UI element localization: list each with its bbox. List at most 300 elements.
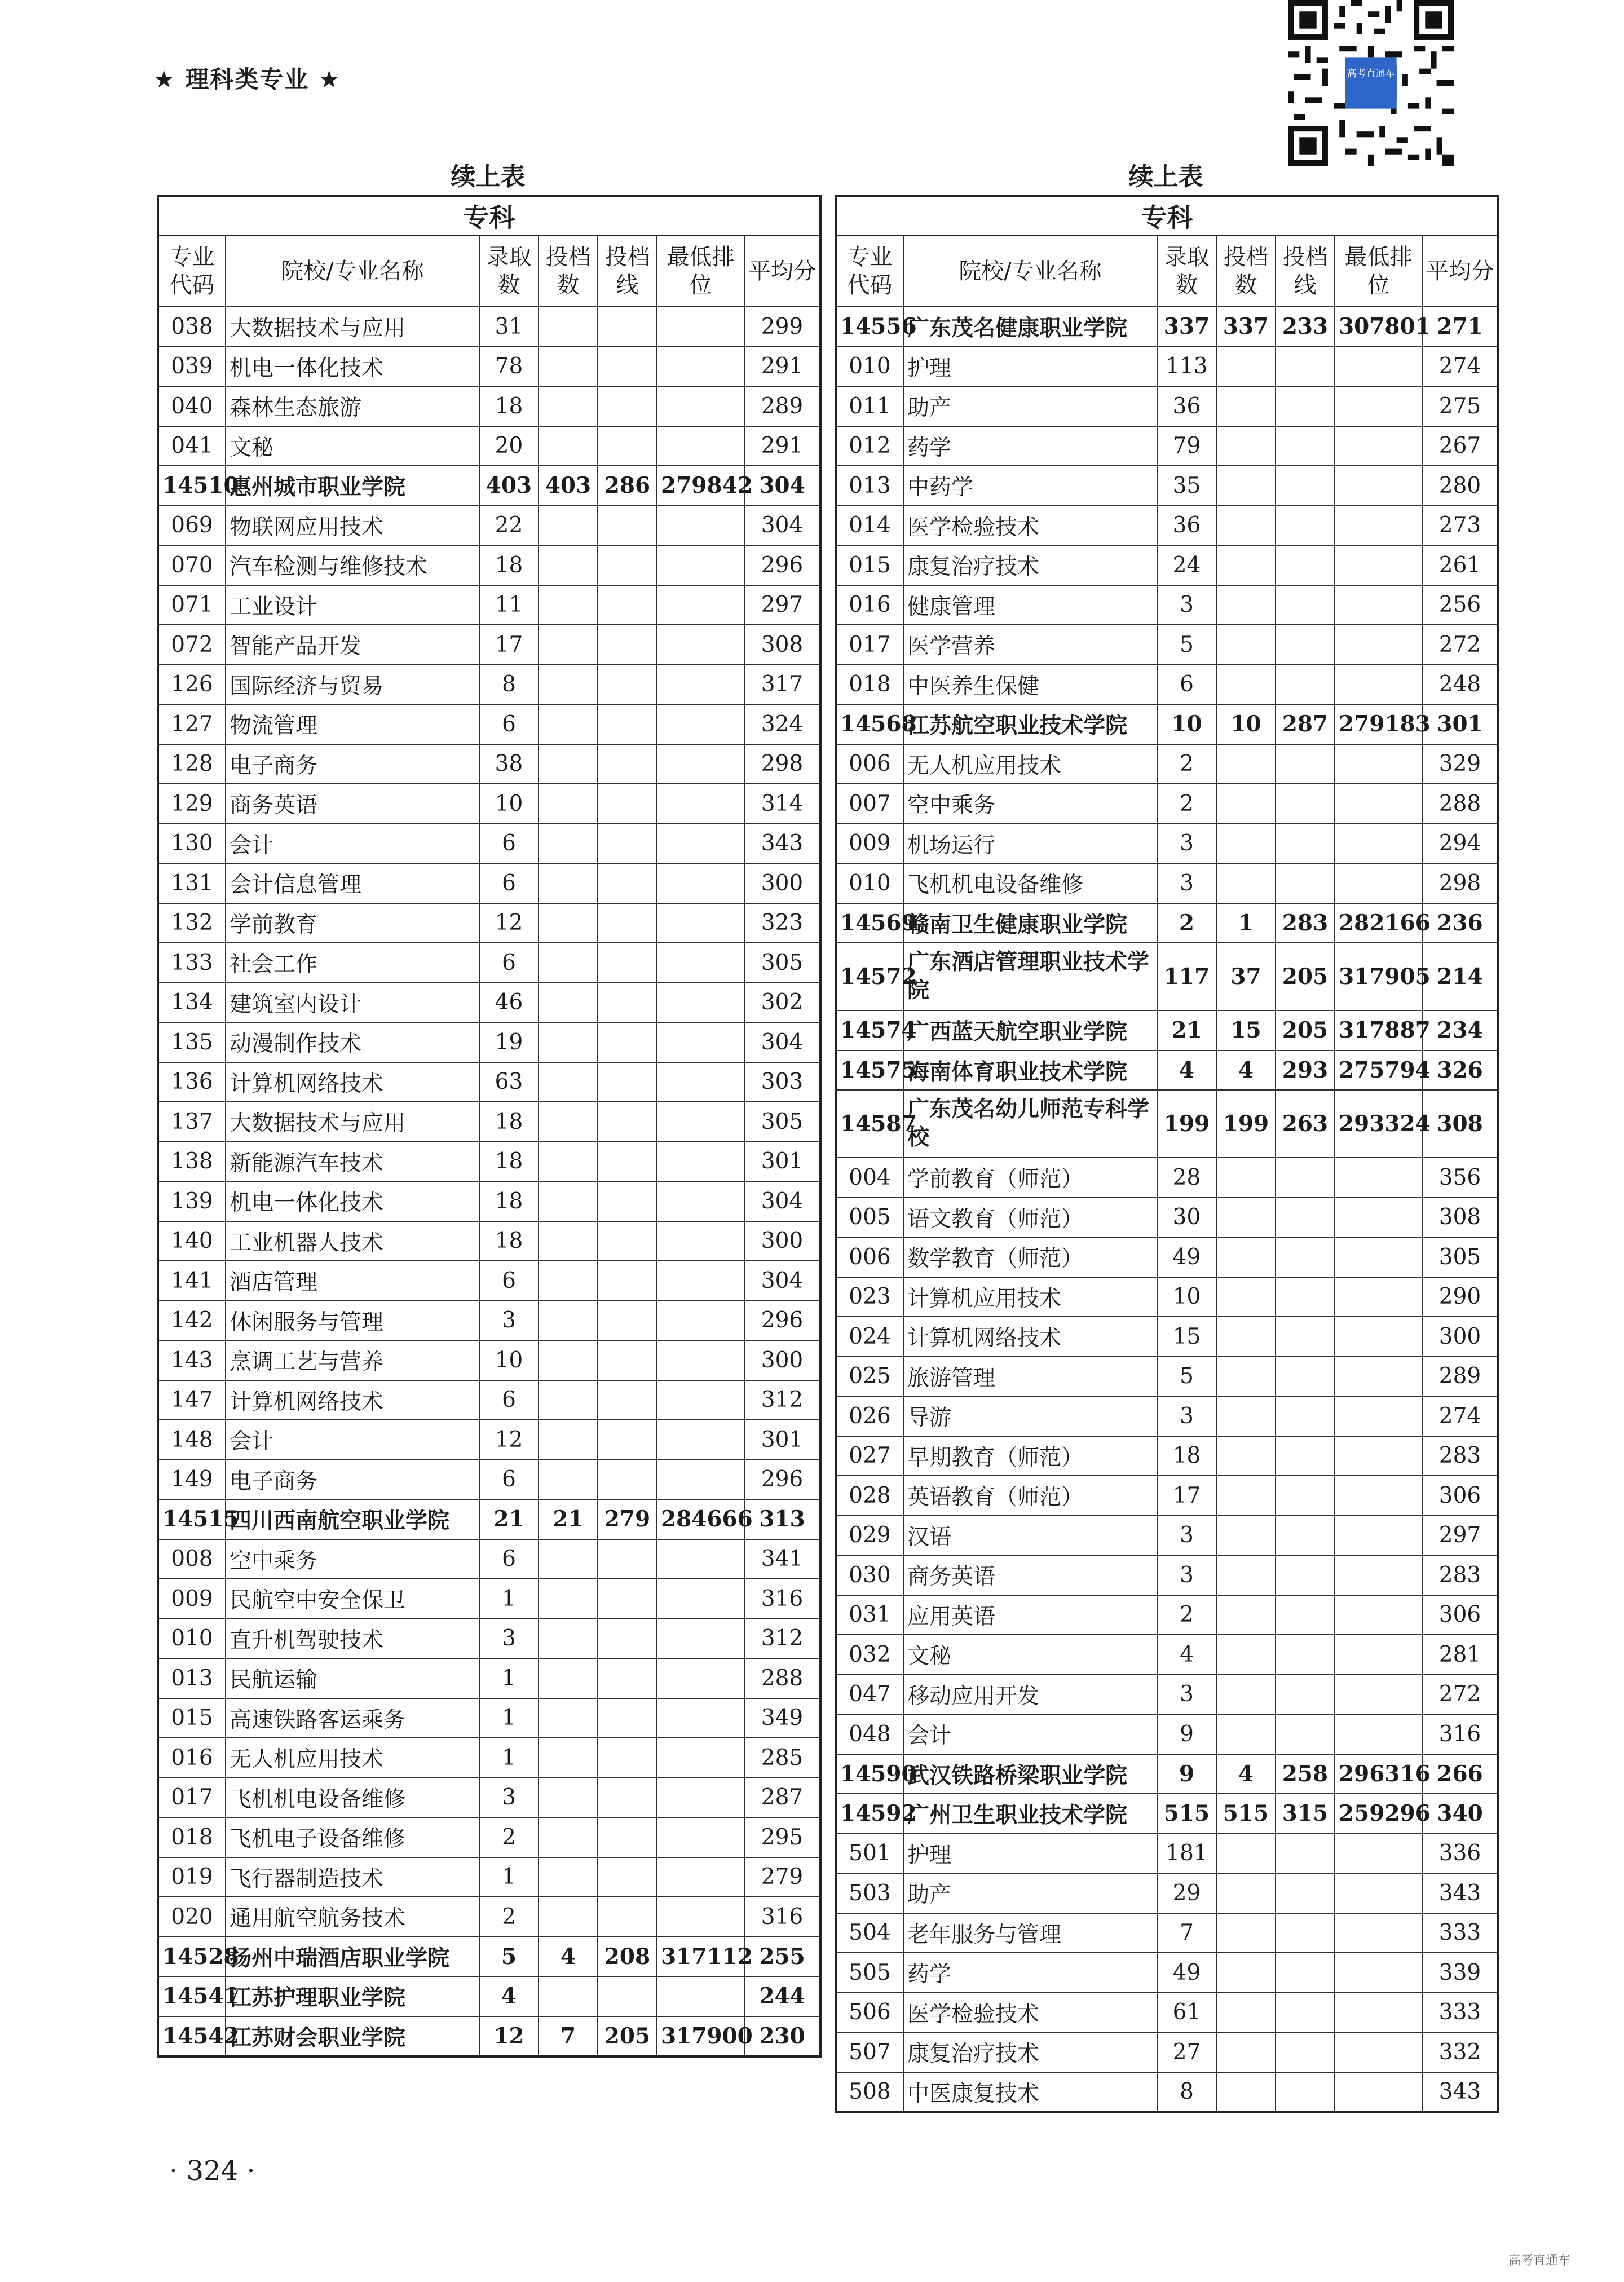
row-file: [1216, 1675, 1276, 1715]
row-admit: 29: [1157, 1873, 1216, 1913]
row-admit: 17: [479, 625, 539, 665]
row-name: 电子商务: [226, 1460, 479, 1500]
row-line: [598, 1857, 657, 1897]
row-avg: 356: [1422, 1158, 1498, 1198]
row-name: 烹调工艺与营养: [226, 1340, 479, 1380]
row-line: [598, 1897, 657, 1937]
row-file: 4: [1216, 1754, 1276, 1794]
qr-code[interactable]: [1287, 0, 1455, 166]
row-rank: [657, 704, 744, 744]
row-file: 4: [539, 1937, 598, 1977]
row-avg: 306: [1422, 1476, 1498, 1516]
row-admit: 18: [479, 1102, 539, 1142]
row-rank: 279842: [657, 466, 744, 506]
row-line: [1276, 1237, 1335, 1277]
major-row: [158, 1420, 820, 1460]
row-code: 14568: [836, 704, 903, 744]
row-avg: 308: [744, 625, 820, 665]
row-file: [1216, 625, 1276, 665]
major-row: [836, 1595, 1498, 1635]
row-line: 258: [1276, 1754, 1335, 1794]
row-avg: 304: [744, 506, 820, 546]
major-row: [836, 2032, 1498, 2072]
row-rank: 275794: [1335, 1050, 1422, 1091]
major-row: [158, 307, 820, 347]
row-code: 015: [158, 1698, 226, 1738]
row-name: 学前教育: [226, 903, 479, 943]
row-name: 民航运输: [226, 1658, 479, 1698]
major-row: [836, 426, 1498, 466]
row-name: 药学: [903, 1953, 1157, 1993]
row-admit: 6: [479, 704, 539, 744]
row-name: 广东茂名幼儿师范专科学校: [903, 1090, 1157, 1158]
row-code: 013: [158, 1658, 226, 1698]
row-name: 建筑室内设计: [226, 983, 479, 1023]
row-avg: 304: [744, 1181, 820, 1221]
row-name: 学前教育（师范）: [903, 1158, 1157, 1198]
row-line: 293: [1276, 1050, 1335, 1091]
row-file: [1216, 1476, 1276, 1516]
row-rank: [657, 1857, 744, 1897]
row-line: [1276, 1476, 1335, 1516]
row-file: [539, 1022, 598, 1062]
row-line: [598, 1698, 657, 1738]
row-avg: 272: [1422, 1675, 1498, 1715]
row-file: 337: [1216, 307, 1276, 347]
row-code: 504: [836, 1913, 903, 1953]
row-admit: 18: [479, 545, 539, 585]
col-header-name: 院校/专业名称: [226, 236, 479, 307]
row-name: 旅游管理: [903, 1357, 1157, 1397]
row-rank: [1335, 1834, 1422, 1874]
school-row: [836, 903, 1498, 943]
row-avg: 236: [1422, 903, 1498, 943]
row-admit: 6: [479, 1261, 539, 1301]
row-code: 028: [836, 1476, 903, 1516]
row-line: [1276, 466, 1335, 506]
row-rank: 317905: [1335, 943, 1422, 1010]
row-name: 导游: [903, 1396, 1157, 1436]
row-line: [598, 386, 657, 426]
row-code: 069: [158, 506, 226, 546]
row-file: [539, 426, 598, 466]
row-avg: 308: [1422, 1090, 1498, 1158]
row-name: 智能产品开发: [226, 625, 479, 665]
row-rank: [1335, 744, 1422, 784]
row-rank: [657, 1738, 744, 1778]
row-admit: 3: [1157, 824, 1216, 864]
row-name: 文秘: [903, 1635, 1157, 1675]
row-name: 大数据技术与应用: [226, 307, 479, 347]
row-avg: 248: [1422, 665, 1498, 705]
row-code: 004: [836, 1158, 903, 1198]
row-admit: 10: [1157, 1277, 1216, 1317]
row-code: 019: [158, 1857, 226, 1897]
major-row: [836, 1913, 1498, 1953]
major-row: [158, 506, 820, 546]
row-admit: 6: [479, 943, 539, 983]
row-file: [1216, 426, 1276, 466]
row-line: 205: [1276, 943, 1335, 1010]
row-admit: 113: [1157, 347, 1216, 387]
row-file: [1216, 1873, 1276, 1913]
row-avg: 273: [1422, 506, 1498, 546]
row-line: [1276, 585, 1335, 625]
row-name: 文秘: [226, 426, 479, 466]
row-rank: [657, 1102, 744, 1142]
page-number: · 324 ·: [169, 2155, 255, 2187]
major-row: [836, 784, 1498, 824]
row-admit: 79: [1157, 426, 1216, 466]
row-rank: [657, 1619, 744, 1659]
row-file: [539, 943, 598, 983]
row-code: 048: [836, 1714, 903, 1754]
row-line: [598, 307, 657, 347]
major-row: [158, 1340, 820, 1380]
row-code: 039: [158, 347, 226, 387]
row-code: 14575: [836, 1050, 903, 1091]
row-rank: [657, 625, 744, 665]
row-code: 14515: [158, 1499, 226, 1539]
row-code: 009: [836, 824, 903, 864]
row-file: [539, 824, 598, 864]
row-avg: 266: [1422, 1754, 1498, 1794]
row-avg: 301: [1422, 704, 1498, 744]
row-admit: 1: [479, 1579, 539, 1619]
school-row: [836, 1050, 1498, 1091]
major-row: [836, 1158, 1498, 1198]
row-code: 507: [836, 2032, 903, 2072]
major-row: [158, 983, 820, 1023]
row-avg: 343: [1422, 2072, 1498, 2113]
row-name: 工业机器人技术: [226, 1221, 479, 1261]
row-code: 501: [836, 1834, 903, 1874]
row-line: [598, 903, 657, 943]
row-name: 武汉铁路桥梁职业学院: [903, 1754, 1157, 1794]
row-admit: 10: [479, 784, 539, 824]
row-avg: 298: [1422, 863, 1498, 903]
row-file: [539, 1221, 598, 1261]
row-code: 506: [836, 1993, 903, 2033]
row-admit: 2: [479, 1817, 539, 1857]
row-line: 315: [1276, 1794, 1335, 1834]
row-avg: 306: [1422, 1595, 1498, 1635]
row-code: 14572: [836, 943, 903, 1010]
major-row: [158, 1181, 820, 1221]
row-rank: [1335, 1595, 1422, 1635]
row-file: [1216, 2072, 1276, 2113]
row-rank: [1335, 1317, 1422, 1357]
row-file: [1216, 1555, 1276, 1595]
row-admit: 2: [1157, 744, 1216, 784]
row-admit: 337: [1157, 307, 1216, 347]
major-row: [158, 1857, 820, 1897]
row-code: 148: [158, 1420, 226, 1460]
row-avg: 343: [1422, 1873, 1498, 1913]
major-row: [836, 585, 1498, 625]
row-rank: [657, 1221, 744, 1261]
row-line: 287: [1276, 704, 1335, 744]
row-avg: 271: [1422, 307, 1498, 347]
row-avg: 317: [744, 665, 820, 705]
col-header-rank: 最低排位: [657, 236, 744, 307]
row-code: 147: [158, 1380, 226, 1420]
row-line: [598, 1261, 657, 1301]
row-line: [598, 744, 657, 784]
continued-label: 续上表: [451, 162, 526, 191]
row-code: 016: [836, 585, 903, 625]
row-avg: 302: [744, 983, 820, 1023]
row-name: 赣南卫生健康职业学院: [903, 903, 1157, 943]
row-file: [1216, 1913, 1276, 1953]
row-rank: [1335, 1396, 1422, 1436]
row-file: [1216, 585, 1276, 625]
row-rank: [657, 665, 744, 705]
row-line: [1276, 2072, 1335, 2113]
row-name: 医学检验技术: [903, 1993, 1157, 2033]
row-admit: 3: [479, 1301, 539, 1341]
left-panel: [157, 159, 819, 2058]
row-admit: 11: [479, 585, 539, 625]
row-admit: 3: [1157, 1555, 1216, 1595]
row-rank: [1335, 1357, 1422, 1397]
row-line: [1276, 625, 1335, 665]
row-code: 032: [836, 1635, 903, 1675]
major-row: [158, 585, 820, 625]
major-row: [158, 386, 820, 426]
row-code: 138: [158, 1142, 226, 1182]
row-file: 403: [539, 466, 598, 506]
row-code: 017: [158, 1778, 226, 1818]
major-row: [158, 1698, 820, 1738]
row-admit: 5: [1157, 1357, 1216, 1397]
row-admit: 27: [1157, 2032, 1216, 2072]
row-line: [1276, 1953, 1335, 1993]
row-code: 018: [158, 1817, 226, 1857]
row-admit: 3: [479, 1778, 539, 1818]
major-row: [836, 506, 1498, 546]
row-line: 205: [598, 2016, 657, 2057]
row-code: 031: [836, 1595, 903, 1635]
row-admit: 9: [1157, 1714, 1216, 1754]
row-admit: 10: [479, 1340, 539, 1380]
major-row: [836, 1237, 1498, 1277]
major-row: [158, 1022, 820, 1062]
row-code: 14542: [158, 2016, 226, 2057]
row-code: 143: [158, 1340, 226, 1380]
major-row: [836, 665, 1498, 705]
row-rank: 296316: [1335, 1754, 1422, 1794]
school-row: [158, 1976, 820, 2016]
row-file: [1216, 744, 1276, 784]
row-code: 14541: [158, 1976, 226, 2016]
row-admit: 1: [479, 1738, 539, 1778]
row-line: [598, 1817, 657, 1857]
right-panel: [835, 159, 1497, 2113]
row-avg: 289: [744, 386, 820, 426]
row-name: 休闲服务与管理: [226, 1301, 479, 1341]
row-avg: 296: [744, 545, 820, 585]
qr-badge-label: 高考直通车: [1345, 65, 1397, 100]
row-code: 011: [836, 386, 903, 426]
row-line: [598, 347, 657, 387]
row-file: [539, 1181, 598, 1221]
row-name: 江苏护理职业学院: [226, 1976, 479, 2016]
row-line: [1276, 824, 1335, 864]
major-row: [836, 1635, 1498, 1675]
col-header-code: 专业代码: [158, 236, 226, 307]
row-code: 141: [158, 1261, 226, 1301]
row-avg: 301: [744, 1420, 820, 1460]
row-line: [1276, 744, 1335, 784]
row-code: 135: [158, 1022, 226, 1062]
row-avg: 297: [1422, 1516, 1498, 1556]
row-name: 民航空中安全保卫: [226, 1579, 479, 1619]
row-rank: [657, 1460, 744, 1500]
row-name: 广西蓝天航空职业学院: [903, 1010, 1157, 1050]
row-line: 208: [598, 1937, 657, 1977]
major-row: [158, 1539, 820, 1579]
row-line: [598, 863, 657, 903]
row-rank: [657, 1062, 744, 1102]
major-row: [836, 1198, 1498, 1238]
major-row: [158, 824, 820, 864]
row-admit: 24: [1157, 545, 1216, 585]
row-admit: 30: [1157, 1198, 1216, 1238]
row-line: [1276, 1516, 1335, 1556]
row-rank: [1335, 386, 1422, 426]
row-code: 131: [158, 863, 226, 903]
row-name: 四川西南航空职业学院: [226, 1499, 479, 1539]
major-row: [836, 1993, 1498, 2033]
row-avg: 303: [744, 1062, 820, 1102]
row-avg: 279: [744, 1857, 820, 1897]
row-code: 010: [158, 1619, 226, 1659]
major-row: [836, 1675, 1498, 1715]
major-row: [158, 1102, 820, 1142]
row-file: [539, 1539, 598, 1579]
row-file: [539, 1301, 598, 1341]
row-file: [539, 1380, 598, 1420]
row-rank: 293324: [1335, 1090, 1422, 1158]
row-line: 233: [1276, 307, 1335, 347]
row-avg: 341: [744, 1539, 820, 1579]
col-header-code: 专业代码: [836, 236, 903, 307]
major-row: [836, 545, 1498, 585]
major-row: [158, 1778, 820, 1818]
row-avg: 339: [1422, 1953, 1498, 1993]
row-avg: 336: [1422, 1834, 1498, 1874]
row-line: [598, 1579, 657, 1619]
row-rank: [657, 744, 744, 784]
row-avg: 332: [1422, 2032, 1498, 2072]
row-name: 无人机应用技术: [903, 744, 1157, 784]
row-line: [598, 983, 657, 1023]
row-file: 7: [539, 2016, 598, 2057]
row-avg: 333: [1422, 1913, 1498, 1953]
row-avg: 301: [744, 1142, 820, 1182]
col-header-file: 投档数: [539, 236, 598, 307]
row-file: [539, 744, 598, 784]
row-avg: 244: [744, 1976, 820, 2016]
row-admit: 12: [479, 2016, 539, 2057]
row-admit: 181: [1157, 1834, 1216, 1874]
row-line: [1276, 1436, 1335, 1476]
row-rank: 317900: [657, 2016, 744, 2057]
row-code: 505: [836, 1953, 903, 1993]
row-name: 机电一体化技术: [226, 1181, 479, 1221]
row-admit: 199: [1157, 1090, 1216, 1158]
row-file: 10: [1216, 704, 1276, 744]
row-rank: [657, 1142, 744, 1182]
row-line: [1276, 1595, 1335, 1635]
row-line: [1276, 1913, 1335, 1953]
row-name: 广东酒店管理职业技术学院: [903, 943, 1157, 1010]
row-name: 计算机应用技术: [903, 1277, 1157, 1317]
row-name: 计算机网络技术: [226, 1062, 479, 1102]
row-avg: 255: [744, 1937, 820, 1977]
row-rank: 317887: [1335, 1010, 1422, 1050]
row-rank: [657, 1897, 744, 1937]
row-admit: 6: [479, 824, 539, 864]
row-file: [1216, 1436, 1276, 1476]
row-file: [1216, 1198, 1276, 1238]
row-avg: 285: [744, 1738, 820, 1778]
row-admit: 18: [479, 1221, 539, 1261]
major-row: [158, 704, 820, 744]
row-avg: 272: [1422, 625, 1498, 665]
row-name: 惠州城市职业学院: [226, 466, 479, 506]
row-file: [1216, 1158, 1276, 1198]
row-name: 老年服务与管理: [903, 1913, 1157, 1953]
row-file: [539, 307, 598, 347]
major-row: [158, 426, 820, 466]
row-name: 动漫制作技术: [226, 1022, 479, 1062]
row-avg: 324: [744, 704, 820, 744]
row-code: 014: [836, 506, 903, 546]
row-avg: 300: [744, 1340, 820, 1380]
row-avg: 308: [1422, 1198, 1498, 1238]
row-avg: 289: [1422, 1357, 1498, 1397]
row-file: [539, 1778, 598, 1818]
col-header-file: 投档数: [1216, 236, 1276, 307]
row-name: 康复治疗技术: [903, 2032, 1157, 2072]
row-code: 137: [158, 1102, 226, 1142]
school-row: [836, 704, 1498, 744]
major-row: [836, 1396, 1498, 1436]
row-admit: 6: [1157, 665, 1216, 705]
row-name: 江苏航空职业技术学院: [903, 704, 1157, 744]
school-row: [158, 466, 820, 506]
row-name: 护理: [903, 347, 1157, 387]
row-admit: 12: [479, 903, 539, 943]
row-file: [539, 1817, 598, 1857]
row-admit: 63: [479, 1062, 539, 1102]
row-line: [598, 1102, 657, 1142]
row-name: 高速铁路客运乘务: [226, 1698, 479, 1738]
row-admit: 36: [1157, 506, 1216, 546]
row-admit: 8: [1157, 2072, 1216, 2113]
row-file: [1216, 1635, 1276, 1675]
row-admit: 46: [479, 983, 539, 1023]
row-admit: 2: [1157, 903, 1216, 943]
row-code: 129: [158, 784, 226, 824]
row-line: [598, 1619, 657, 1659]
row-code: 026: [836, 1396, 903, 1436]
major-row: [158, 1658, 820, 1698]
row-avg: 291: [744, 426, 820, 466]
row-name: 助产: [903, 386, 1157, 426]
